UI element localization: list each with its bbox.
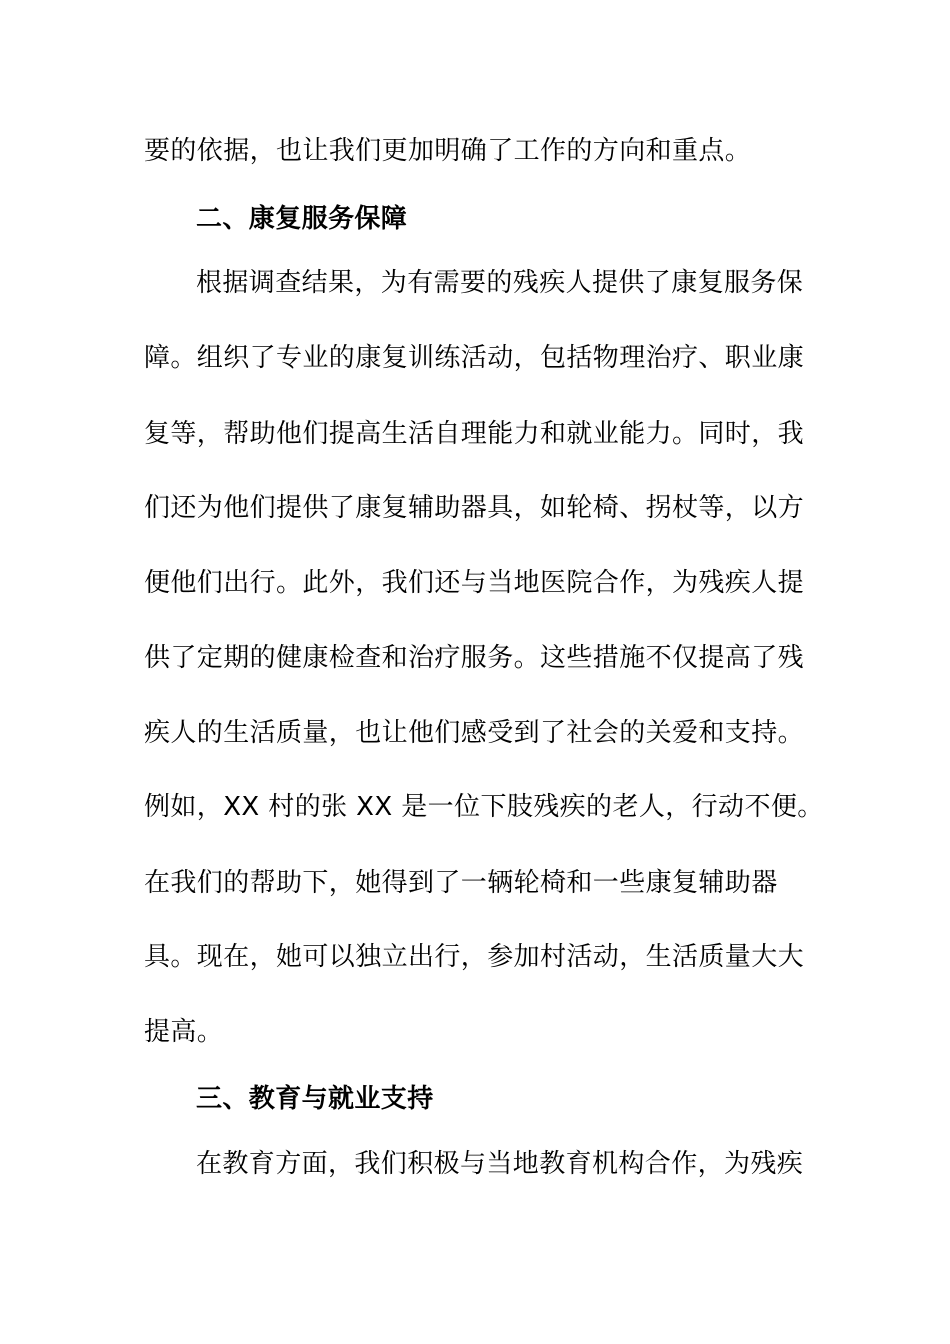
paragraph-line: 提高。 xyxy=(144,1017,224,1047)
paragraph-line: 复等，帮助他们提高生活自理能力和就业能力。同时，我 xyxy=(144,419,805,449)
paragraph-line: 要的依据，也让我们更加明确了工作的方向和重点。 xyxy=(144,136,752,166)
section-heading-education-employment: 三、教育与就业支持 xyxy=(196,1084,434,1114)
paragraph-line: 例如，XX 村的张 XX 是一位下肢残疾的老人，行动不便。 xyxy=(144,792,824,822)
paragraph-line: 便他们出行。此外，我们还与当地医院合作，为残疾人提 xyxy=(144,568,805,598)
paragraph-line: 们还为他们提供了康复辅助器具，如轮椅、拐杖等，以方 xyxy=(144,493,805,523)
paragraph-line: 疾人的生活质量，也让他们感受到了社会的关爱和支持。 xyxy=(144,718,805,748)
paragraph-line: 障。组织了专业的康复训练活动，包括物理治疗、职业康 xyxy=(144,343,805,373)
section-heading-rehabilitation: 二、康复服务保障 xyxy=(196,204,408,234)
paragraph-line: 在我们的帮助下，她得到了一辆轮椅和一些康复辅助器 xyxy=(144,868,778,898)
paragraph-line: 在教育方面，我们积极与当地教育机构合作，为残疾 xyxy=(196,1149,804,1179)
paragraph-line: 具。现在，她可以独立出行，参加村活动，生活质量大大 xyxy=(144,942,805,972)
paragraph-line: 根据调查结果，为有需要的残疾人提供了康复服务保 xyxy=(196,268,804,298)
paragraph-line: 供了定期的健康检查和治疗服务。这些措施不仅提高了残 xyxy=(144,643,805,673)
